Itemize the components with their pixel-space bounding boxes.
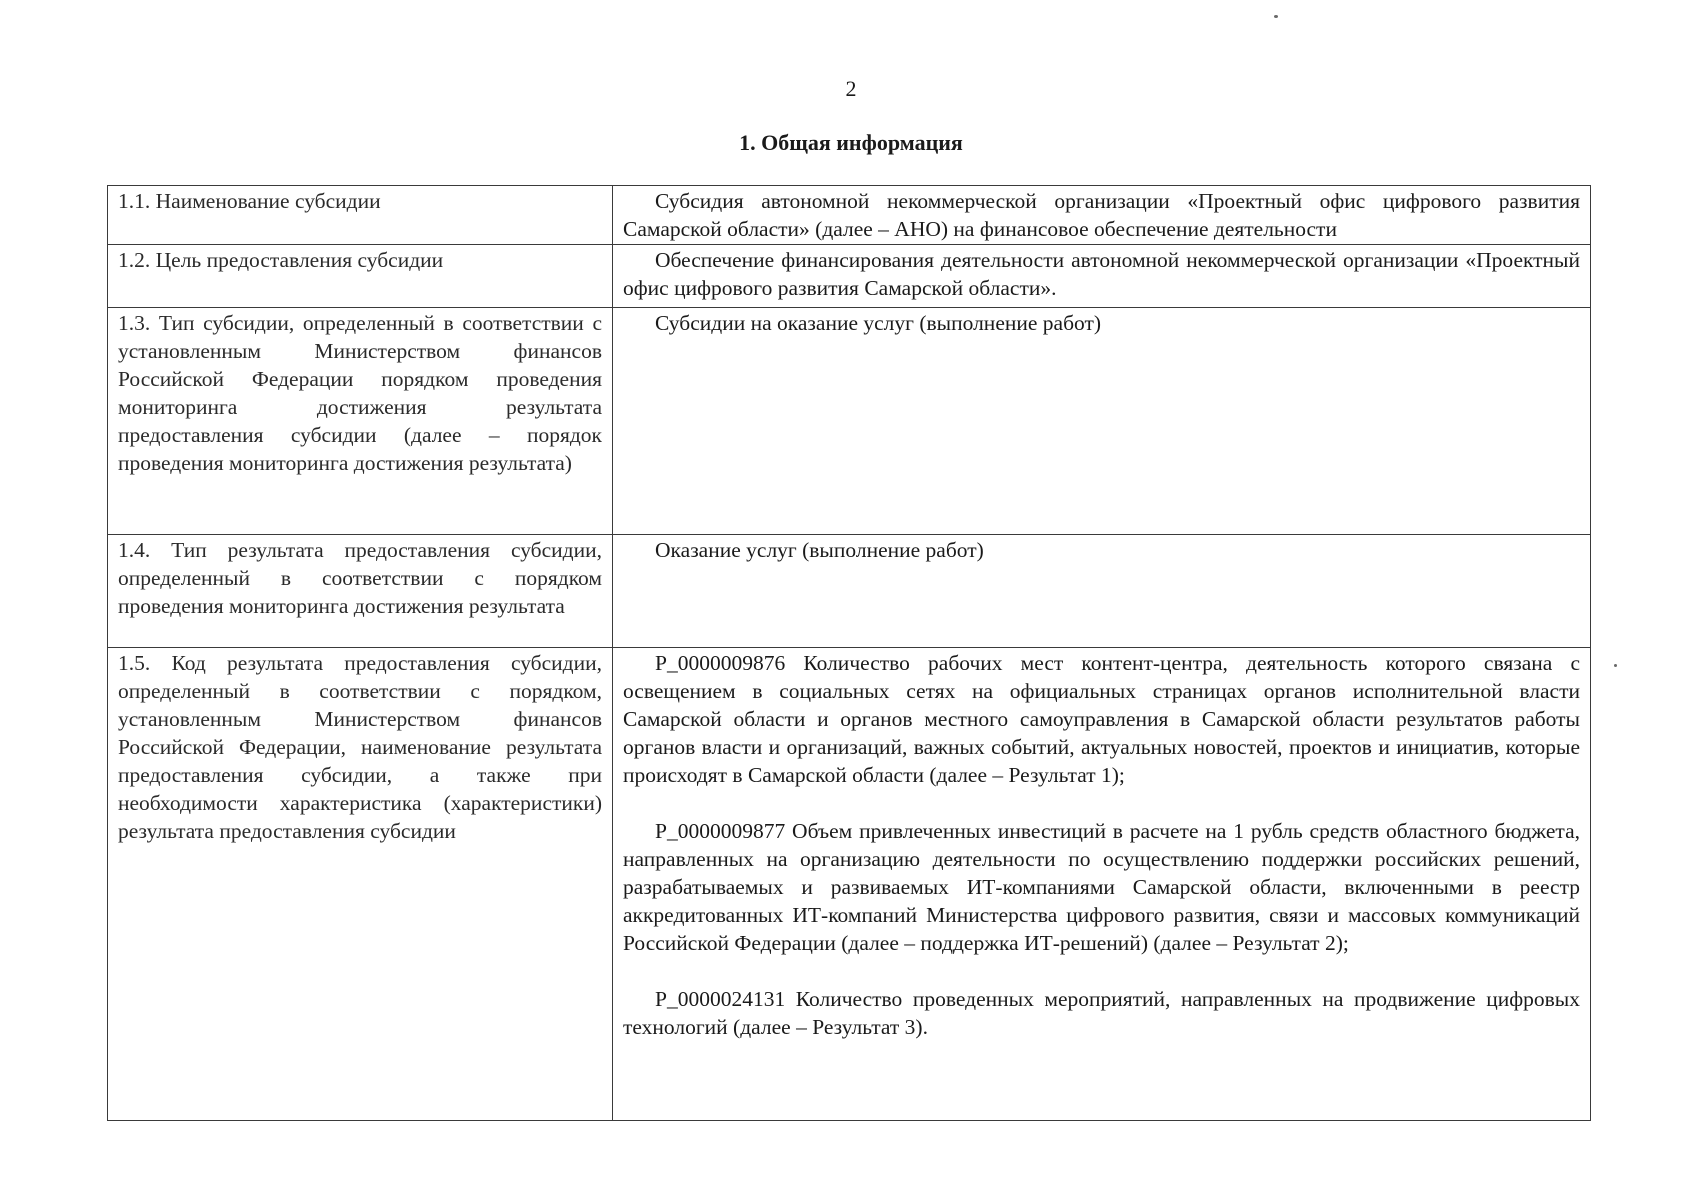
value-paragraph: Обеспечение финансирования деятельности автономной некоммерческой организации «Проектный офис цифрового развития Самарской области». xyxy=(623,248,1580,300)
table-row xyxy=(108,186,1591,245)
table-row xyxy=(108,245,1591,308)
row-value xyxy=(613,648,1591,1121)
value-paragraph: Р_0000009876 Количество рабочих мест контент-центра, деятельность которого связана с освещением в социальных сетях на официальных страницах органов исполнительной власти Самарской области и органов местного самоуправления в Самарской области результатов работы органов власти и организаций, важных событий, актуальных новостей, проектов и инициатив, которые происходят в Самарской области (далее – Результат 1); xyxy=(623,651,1580,787)
value-paragraph: Оказание услуг (выполнение работ) xyxy=(655,538,984,562)
table-row xyxy=(108,648,1591,1121)
scan-speck xyxy=(1274,15,1278,18)
section-title: 1. Общая информация xyxy=(739,130,963,155)
page-number: 2 xyxy=(845,76,857,101)
value-paragraph: Р_0000024131 Количество проведенных мероприятий, направленных на продвижение цифровых технологий (далее – Результат 3). xyxy=(623,987,1580,1039)
row-label: 1.2. Цель предоставления субсидии xyxy=(108,245,613,308)
value-paragraph: Субсидия автономной некоммерческой организации «Проектный офис цифрового развития Самарской области» (далее – АНО) на финансовое обеспечение деятельности xyxy=(623,189,1580,241)
row-value xyxy=(613,308,1591,535)
value-paragraph: Субсидии на оказание услуг (выполнение работ) xyxy=(655,311,1102,335)
table-row xyxy=(108,308,1591,535)
row-label: 1.5. Код результата предоставления субсидии, определенный в соответствии с порядком, установленным Министерством финансов Российской Федерации, наименование результата предоставления субсидии, а также при необходимости характеристика (характеристики) результата предоставления субсидии xyxy=(108,648,613,1121)
row-value xyxy=(613,245,1591,308)
row-label: 1.4. Тип результата предоставления субсидии, определенный в соответствии с порядком проведения мониторинга достижения результата xyxy=(108,535,613,648)
scan-speck xyxy=(1614,664,1617,667)
row-label: 1.1. Наименование субсидии xyxy=(108,186,613,245)
row-label: 1.3. Тип субсидии, определенный в соответствии с установленным Министерством финансов Российской Федерации порядком проведения мониторинга достижения результата предоставления субсидии (далее – порядок проведения мониторинга достижения результата) xyxy=(108,308,613,535)
general-info-table xyxy=(107,185,1591,1121)
value-paragraph: Р_0000009877 Объем привлеченных инвестиций в расчете на 1 рубль средств областного бюджета, направленных на организацию деятельности по осуществлению поддержки российских решений, разрабатываемых и развиваемых ИТ-компаниями Самарской области, включенными в реестр аккредитованных ИТ-компаний Министерства цифрового развития, связи и массовых коммуникаций Российской Федерации (далее – поддержка ИТ-решений) (далее – Результат 2); xyxy=(623,819,1580,955)
table-row xyxy=(108,535,1591,648)
row-value xyxy=(613,535,1591,648)
row-value xyxy=(613,186,1591,245)
